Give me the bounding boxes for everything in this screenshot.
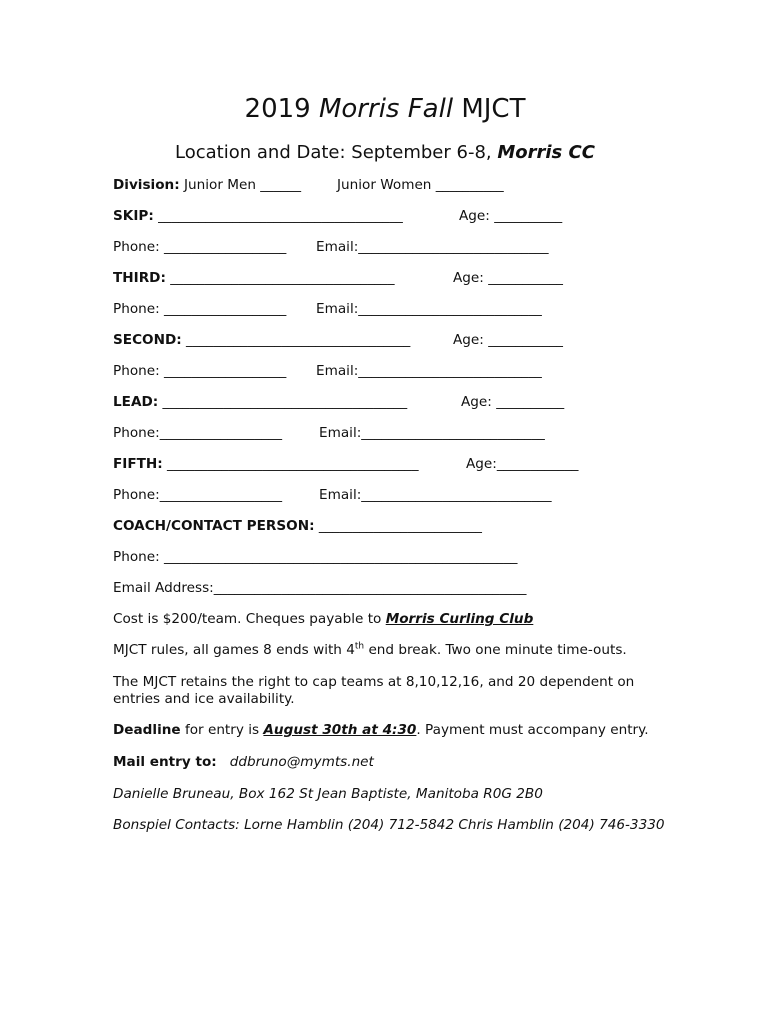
cost-text: Cost is $200/team. Cheques payable to [113,611,386,627]
location-date-heading [0,140,770,166]
third-age-field[interactable]: Age: ___________ [453,270,563,286]
mailing-address-text: Danielle Bruneau, Box 162 St Jean Baptiste, Manitoba R0G 2B0 [113,786,543,802]
cost-line [113,611,533,628]
third-phone-field[interactable]: Phone: __________________ [113,301,287,317]
cap-note: The MJCT retains the right to cap teams at 8,10,12,16, and 20 dependent on entries and ice availability. [113,674,635,707]
fifth-name-row [113,456,419,473]
third-email-field[interactable]: Email:___________________________ [316,301,542,317]
skip-email-field[interactable]: Email:____________________________ [316,239,549,255]
fifth-label: FIFTH: [113,456,163,472]
rules-line [113,642,627,659]
second-age-field[interactable]: Age: ___________ [453,332,563,348]
skip-name-field[interactable]: ____________________________________ [153,208,403,224]
bonspiel-contacts [113,817,665,834]
second-name-field[interactable]: _________________________________ [181,332,411,348]
payee-name: Morris Curling Club [385,611,534,627]
mail-email-address: ddbruno@mymts.net [229,754,374,770]
deadline-middle: for entry is [180,722,264,738]
bonspiel-contacts-text: Bonspiel Contacts: Lorne Hamblin (204) 712-5842 Chris Hamblin (204) 746-3330 [113,817,665,833]
third-label: THIRD: [113,270,166,286]
rules-text-end: end break. Two one minute time-outs. [364,642,627,658]
deadline-date: August 30th at 4:30 [263,722,417,738]
venue-name: Morris CC [497,142,595,163]
coach-label: COACH/CONTACT PERSON: [113,518,315,534]
fifth-email-field[interactable]: Email:____________________________ [319,487,552,503]
deadline-suffix: . Payment must accompany entry. [416,722,649,738]
fifth-age-field[interactable]: Age:____________ [466,456,579,472]
junior-women-field[interactable]: Junior Women __________ [337,177,504,193]
coach-email-field[interactable]: Email Address:______________________________________________ [113,580,527,596]
mail-label: Mail entry to: [113,754,217,770]
page-title [0,92,770,126]
second-email-field[interactable]: Email:___________________________ [316,363,542,379]
title-year: 2019 [244,94,319,124]
skip-phone-field[interactable]: Phone: __________________ [113,239,287,255]
deadline-line [113,722,649,739]
third-name-field[interactable]: _________________________________ [165,270,395,286]
skip-label: SKIP: [113,208,154,224]
rules-ordinal-suffix: th [354,641,365,652]
location-date-text: Location and Date: September 6-8, [175,142,498,163]
coach-row [113,518,482,535]
fifth-phone-field[interactable]: Phone:__________________ [113,487,283,503]
skip-age-field[interactable]: Age: __________ [459,208,563,224]
lead-name-field[interactable]: ____________________________________ [158,394,408,410]
lead-phone-field[interactable]: Phone:__________________ [113,425,283,441]
coach-name-field[interactable]: ________________________ [314,518,482,534]
junior-men-field[interactable]: Junior Men ______ [179,177,302,193]
lead-email-field[interactable]: Email:___________________________ [319,425,545,441]
skip-name-row [113,208,403,225]
second-phone-field[interactable]: Phone: __________________ [113,363,287,379]
mail-line [113,754,374,771]
division-label: Division: [113,177,180,193]
third-name-row [113,270,395,287]
second-name-row [113,332,410,349]
mailing-address [113,786,543,803]
deadline-label: Deadline [113,722,181,738]
title-suffix: MJCT [453,94,526,124]
rules-text: MJCT rules, all games 8 ends with 4 [113,642,355,658]
lead-age-field[interactable]: Age: __________ [461,394,565,410]
division-row [113,177,301,194]
coach-phone-field[interactable]: Phone: ____________________________________________________ [113,549,518,565]
second-label: SECOND: [113,332,182,348]
title-event-name: Morris Fall [318,94,454,124]
lead-name-row [113,394,407,411]
lead-label: LEAD: [113,394,159,410]
fifth-name-field[interactable]: _____________________________________ [162,456,419,472]
